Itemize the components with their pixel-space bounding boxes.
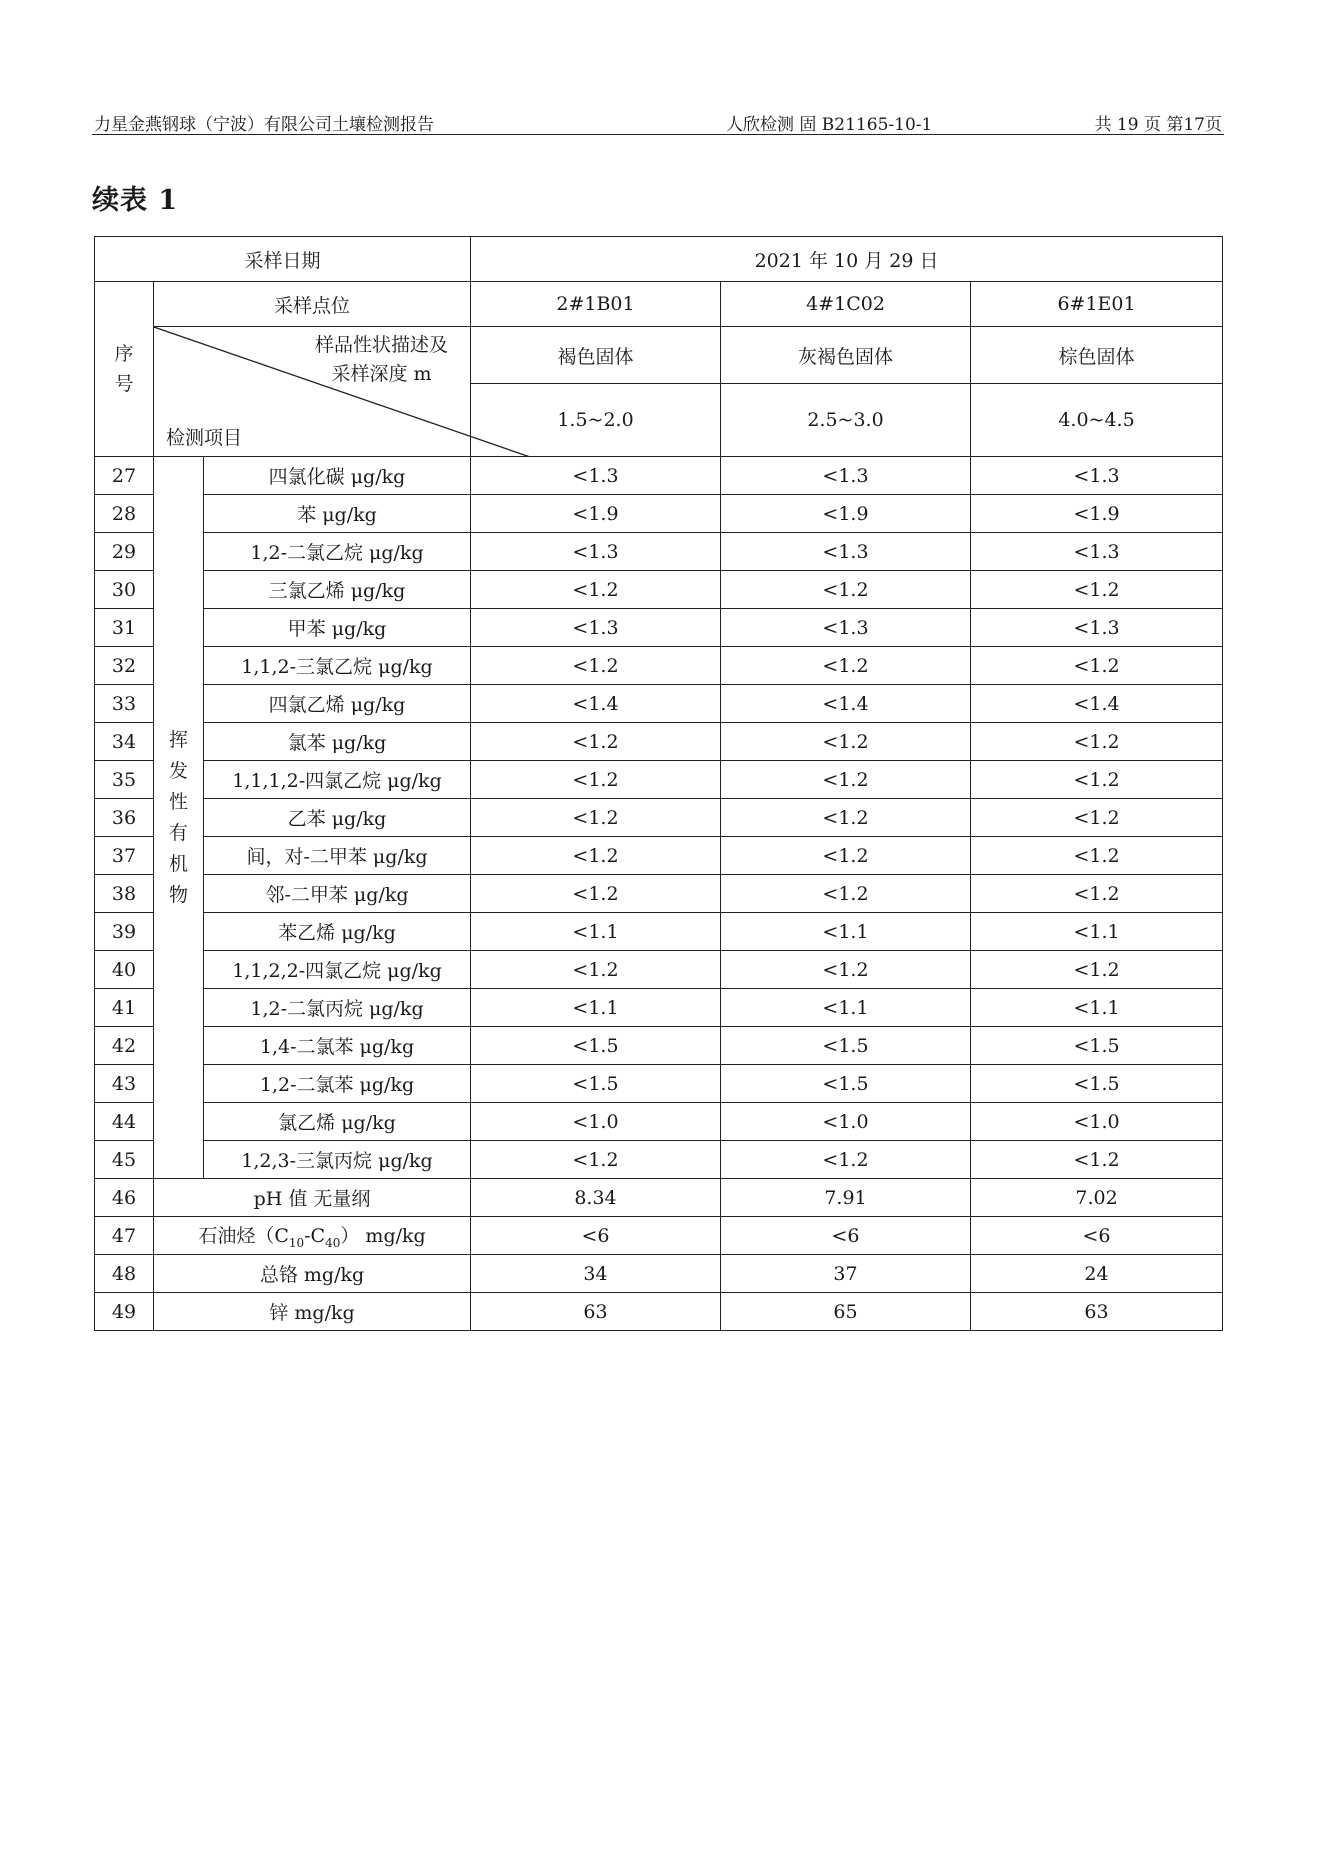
report-number: 人欣检测 固 B21165-10-1 <box>726 115 933 135</box>
test-item: 锌 mg/kg <box>154 1293 471 1331</box>
voc-group-label: 挥 发 性 有 机 物 <box>154 457 204 1179</box>
test-item: 1,2-二氯乙烷 μg/kg <box>204 533 471 571</box>
point-3: 6#1E01 <box>971 282 1223 327</box>
row-number: 37 <box>95 837 154 875</box>
result-value: <1.1 <box>471 913 721 951</box>
row-number: 33 <box>95 685 154 723</box>
result-value: <1.2 <box>471 571 721 609</box>
test-item: 1,1,2,2-四氯乙烷 μg/kg <box>204 951 471 989</box>
row-number: 30 <box>95 571 154 609</box>
result-value: <1.2 <box>721 1141 971 1179</box>
result-value: <1.0 <box>471 1103 721 1141</box>
row-number: 27 <box>95 457 154 495</box>
section-title: 续表 1 <box>92 185 179 216</box>
table-row <box>95 913 1223 951</box>
result-value: <1.1 <box>721 913 971 951</box>
result-value: <1.2 <box>471 799 721 837</box>
results-table <box>94 236 1223 1331</box>
row-number: 46 <box>95 1179 154 1217</box>
result-value: <1.5 <box>721 1065 971 1103</box>
test-item: 1,4-二氯苯 μg/kg <box>204 1027 471 1065</box>
description-1: 褐色固体 <box>471 327 721 384</box>
table-row <box>95 495 1223 533</box>
result-value: <1.2 <box>471 723 721 761</box>
test-item <box>154 1217 471 1255</box>
result-value: <1.9 <box>971 495 1223 533</box>
row-number: 49 <box>95 1293 154 1331</box>
result-value: <1.3 <box>971 609 1223 647</box>
result-value: <1.2 <box>971 723 1223 761</box>
result-value: <1.2 <box>721 799 971 837</box>
row-number: 48 <box>95 1255 154 1293</box>
result-value: <1.2 <box>971 951 1223 989</box>
test-item: 四氯化碳 μg/kg <box>204 457 471 495</box>
result-value: <1.2 <box>471 837 721 875</box>
point-1: 2#1B01 <box>471 282 721 327</box>
result-value: <6 <box>971 1217 1223 1255</box>
result-value: <1.9 <box>721 495 971 533</box>
result-value: 7.02 <box>971 1179 1223 1217</box>
result-value: <1.1 <box>971 913 1223 951</box>
depth-2: 2.5~3.0 <box>721 384 971 457</box>
result-value: <1.0 <box>721 1103 971 1141</box>
test-item: 邻-二甲苯 μg/kg <box>204 875 471 913</box>
result-value: <1.2 <box>971 1141 1223 1179</box>
test-item: 氯乙烯 μg/kg <box>204 1103 471 1141</box>
table-row <box>95 837 1223 875</box>
result-value: <1.9 <box>471 495 721 533</box>
result-value: <1.5 <box>971 1027 1223 1065</box>
result-value: <1.3 <box>471 457 721 495</box>
table-row <box>95 1027 1223 1065</box>
desc-depth-label <box>315 331 448 389</box>
desc-label-line2: 采样深度 m <box>331 363 432 385</box>
report-title: 力星金燕钢球（宁波）有限公司土壤检测报告 <box>94 115 434 135</box>
result-value: 24 <box>971 1255 1223 1293</box>
row-number: 28 <box>95 495 154 533</box>
test-item: 1,1,2-三氯乙烷 μg/kg <box>204 647 471 685</box>
row-number: 45 <box>95 1141 154 1179</box>
result-value: 65 <box>721 1293 971 1331</box>
result-value: <1.2 <box>971 875 1223 913</box>
result-value: <1.0 <box>971 1103 1223 1141</box>
result-value: <1.2 <box>721 761 971 799</box>
test-item: 苯乙烯 μg/kg <box>204 913 471 951</box>
result-value: <1.2 <box>971 647 1223 685</box>
result-value: <1.5 <box>471 1065 721 1103</box>
result-value: 37 <box>721 1255 971 1293</box>
item-text: -C <box>304 1225 326 1248</box>
page-number: 共 19 页 第17页 <box>1094 115 1222 135</box>
result-value: <1.5 <box>971 1065 1223 1103</box>
row-number: 39 <box>95 913 154 951</box>
result-value: <1.2 <box>721 723 971 761</box>
sampling-point-label: 采样点位 <box>154 282 471 327</box>
result-value: <1.4 <box>971 685 1223 723</box>
result-value: <1.2 <box>721 837 971 875</box>
table-row <box>95 1141 1223 1179</box>
seq-label <box>95 282 154 457</box>
test-item: 1,2-二氯苯 μg/kg <box>204 1065 471 1103</box>
test-item: 乙苯 μg/kg <box>204 799 471 837</box>
result-value: <1.1 <box>721 989 971 1027</box>
row-number: 41 <box>95 989 154 1027</box>
result-value: <1.3 <box>971 457 1223 495</box>
sampling-date-value: 2021 年 10 月 29 日 <box>471 237 1223 282</box>
item-subscript: 40 <box>325 1235 341 1250</box>
row-number: 44 <box>95 1103 154 1141</box>
result-value: <1.1 <box>971 989 1223 1027</box>
row-number: 31 <box>95 609 154 647</box>
test-item: 间，对-二甲苯 μg/kg <box>204 837 471 875</box>
desc-label-line1: 样品性状描述及 <box>314 334 448 356</box>
result-value: <1.2 <box>721 875 971 913</box>
result-value: <1.4 <box>471 685 721 723</box>
test-item: 苯 μg/kg <box>204 495 471 533</box>
diagonal-header-cell <box>154 327 471 457</box>
result-value: 8.34 <box>471 1179 721 1217</box>
result-value: 34 <box>471 1255 721 1293</box>
result-value: <1.2 <box>971 761 1223 799</box>
result-value: <1.5 <box>471 1027 721 1065</box>
result-value: <1.3 <box>721 533 971 571</box>
table-row <box>95 723 1223 761</box>
table-row <box>95 1179 1223 1217</box>
result-value: <1.5 <box>721 1027 971 1065</box>
table-row <box>95 685 1223 723</box>
table-row <box>95 989 1223 1027</box>
row-number: 43 <box>95 1065 154 1103</box>
table-row <box>95 609 1223 647</box>
test-item: 1,1,1,2-四氯乙烷 μg/kg <box>204 761 471 799</box>
result-value: <1.2 <box>471 875 721 913</box>
result-value: <1.3 <box>721 609 971 647</box>
result-value: <1.3 <box>971 533 1223 571</box>
table-row <box>95 533 1223 571</box>
table-row <box>95 875 1223 913</box>
result-value: 63 <box>971 1293 1223 1331</box>
row-number: 35 <box>95 761 154 799</box>
result-value: <1.3 <box>721 457 971 495</box>
result-value: 7.91 <box>721 1179 971 1217</box>
row-number: 47 <box>95 1217 154 1255</box>
row-number: 36 <box>95 799 154 837</box>
page-header <box>92 108 1224 135</box>
result-value: <1.2 <box>471 761 721 799</box>
row-number: 34 <box>95 723 154 761</box>
depth-3: 4.0~4.5 <box>971 384 1223 457</box>
result-value: <1.2 <box>971 799 1223 837</box>
table-row <box>95 1103 1223 1141</box>
result-value: <1.2 <box>721 571 971 609</box>
result-value: <1.2 <box>471 1141 721 1179</box>
description-3: 棕色固体 <box>971 327 1223 384</box>
test-item: 氯苯 μg/kg <box>204 723 471 761</box>
seq-label-text: 序 号 <box>114 343 134 395</box>
table-row <box>95 571 1223 609</box>
test-item: pH 值 无量纲 <box>154 1179 471 1217</box>
result-value: <6 <box>471 1217 721 1255</box>
table-row <box>95 1217 1223 1255</box>
result-value: <1.2 <box>721 647 971 685</box>
table-row <box>95 761 1223 799</box>
test-item: 1,2,3-三氯丙烷 μg/kg <box>204 1141 471 1179</box>
result-value: <6 <box>721 1217 971 1255</box>
result-value: <1.3 <box>471 609 721 647</box>
table-row <box>95 951 1223 989</box>
test-item: 四氯乙烯 μg/kg <box>204 685 471 723</box>
table-row <box>95 1065 1223 1103</box>
table-row <box>95 1255 1223 1293</box>
result-value: <1.3 <box>471 533 721 571</box>
result-value: <1.2 <box>971 571 1223 609</box>
result-value: <1.1 <box>471 989 721 1027</box>
result-value: <1.2 <box>721 951 971 989</box>
result-value: <1.4 <box>721 685 971 723</box>
depth-1: 1.5~2.0 <box>471 384 721 457</box>
result-value: <1.2 <box>471 951 721 989</box>
row-number: 40 <box>95 951 154 989</box>
description-2: 灰褐色固体 <box>721 327 971 384</box>
result-value: 63 <box>471 1293 721 1331</box>
row-number: 32 <box>95 647 154 685</box>
table-row <box>95 1293 1223 1331</box>
result-value: <1.2 <box>471 647 721 685</box>
table-row <box>95 799 1223 837</box>
row-number: 29 <box>95 533 154 571</box>
point-2: 4#1C02 <box>721 282 971 327</box>
item-text: 石油烃（C <box>198 1225 289 1248</box>
result-value: <1.2 <box>971 837 1223 875</box>
sampling-date-label: 采样日期 <box>95 237 471 282</box>
test-item: 三氯乙烯 μg/kg <box>204 571 471 609</box>
table-row <box>95 457 1223 495</box>
item-label: 检测项目 <box>166 427 243 449</box>
table-row <box>95 647 1223 685</box>
test-item: 总铬 mg/kg <box>154 1255 471 1293</box>
item-subscript: 10 <box>288 1235 305 1250</box>
test-item: 甲苯 μg/kg <box>204 609 471 647</box>
test-item: 1,2-二氯丙烷 μg/kg <box>204 989 471 1027</box>
item-text: ） mg/kg <box>340 1225 426 1248</box>
row-number: 38 <box>95 875 154 913</box>
row-number: 42 <box>95 1027 154 1065</box>
